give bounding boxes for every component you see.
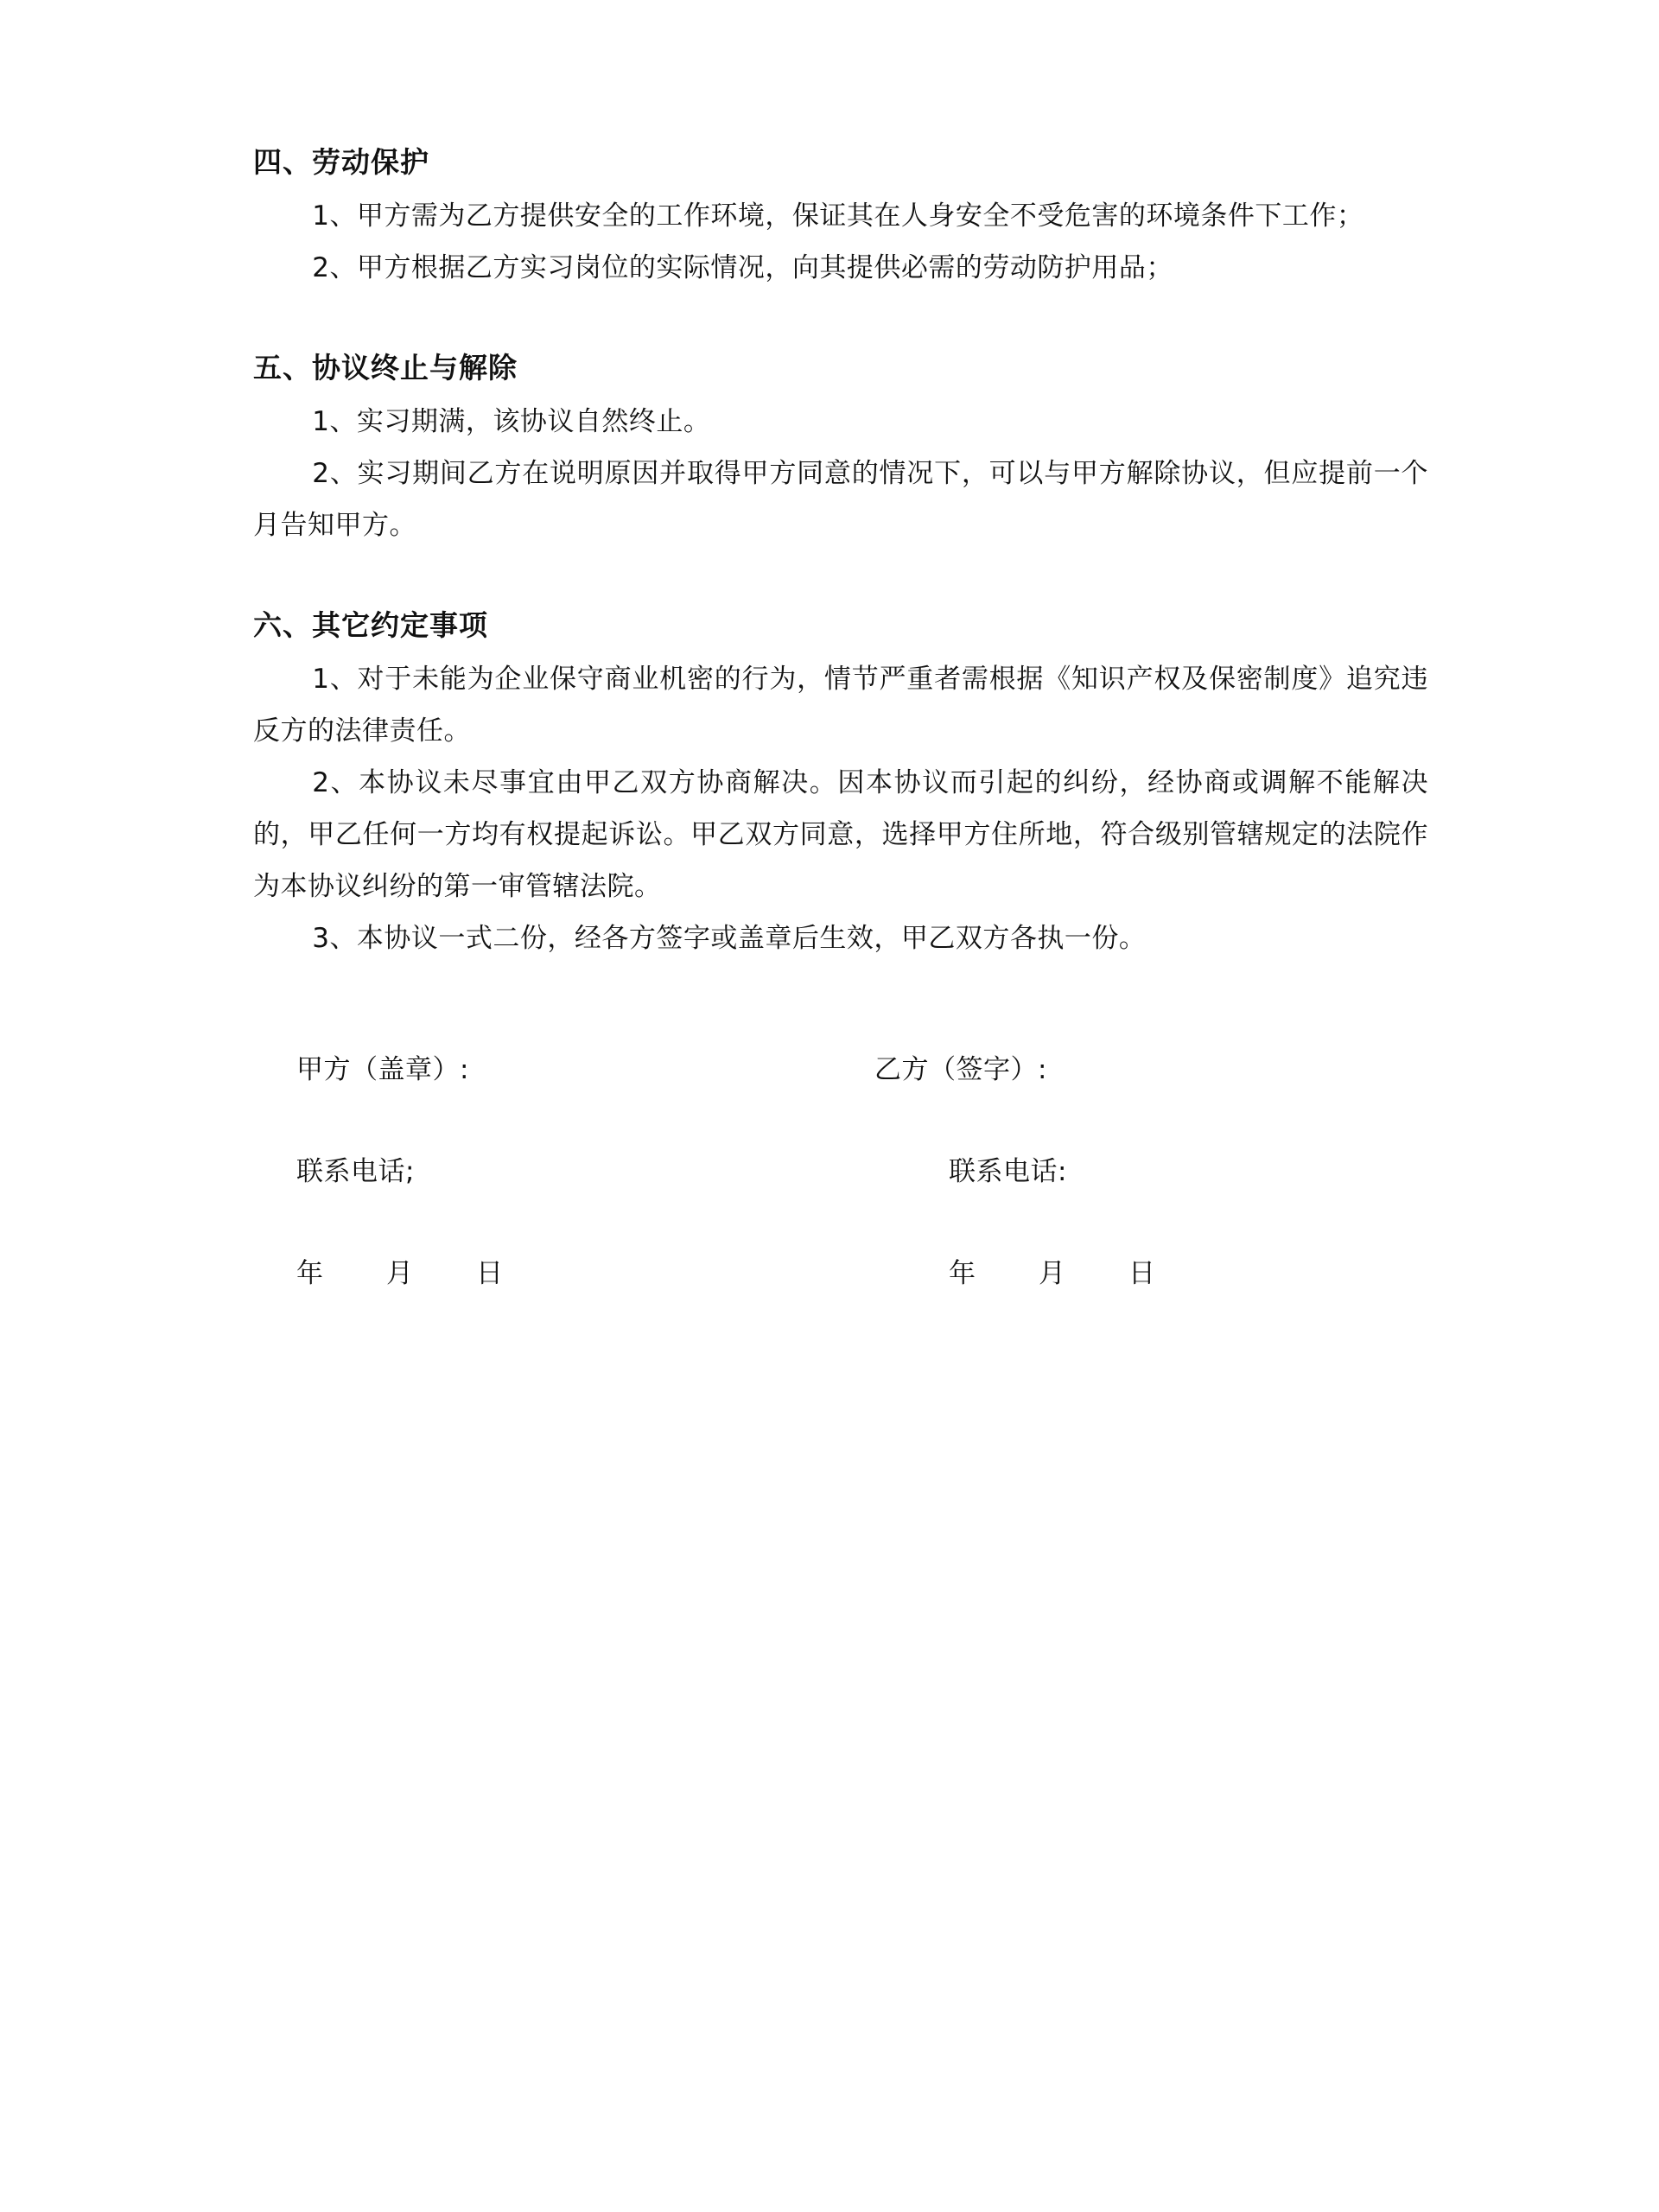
clause-paragraph: 2、本协议未尽事宜由甲乙双方协商解决。因本协议而引起的纠纷，经协商或调解不能解决的，甲乙任何一方均有权提起诉讼。甲乙双方同意，选择甲方住所地，符合级别管辖规定的法院作为本协议纠纷的第一审管辖法院。 [253, 767, 1428, 902]
clause-paragraph: 1、实习期满，该协议自然终止。 [312, 406, 711, 437]
party-a-phone-label: 联系电话; [296, 1156, 415, 1187]
clause-paragraph: 1、对于未能为企业保守商业机密的行为，情节严重者需根据《知识产权及保密制度》追究违反方的法律责任。 [253, 664, 1428, 747]
date-day-label: 日 [476, 1258, 504, 1289]
signature-block [253, 1037, 1428, 1313]
clause-paragraph: 2、甲方根据乙方实习岗位的实际情况，向其提供必需的劳动防护用品； [312, 252, 1173, 283]
section-other-terms [253, 601, 1428, 964]
party-a-date [296, 1256, 504, 1291]
party-b-title: 乙方（签字）: [874, 1054, 1047, 1085]
clause-paragraph: 1、甲方需为乙方提供安全的工作环境，保证其在人身安全不受危害的环境条件下工作； [312, 200, 1364, 232]
clause-paragraph: 3、本协议一式二份，经各方签字或盖章后生效，甲乙双方各执一份。 [312, 923, 1147, 954]
party-b-phone-label: 联系电话: [949, 1156, 1067, 1187]
date-month-label: 月 [1039, 1258, 1066, 1289]
date-year-label: 年 [296, 1258, 324, 1289]
date-year-label: 年 [949, 1258, 976, 1289]
section-heading: 四、劳动保护 [253, 145, 429, 179]
section-heading: 六、其它约定事项 [253, 608, 488, 642]
date-month-label: 月 [386, 1258, 414, 1289]
party-b-date [949, 1256, 1156, 1291]
date-day-label: 日 [1128, 1258, 1156, 1289]
section-heading: 五、协议终止与解除 [253, 351, 518, 385]
party-a-title: 甲方（盖章）: [296, 1054, 469, 1085]
section-termination [253, 344, 1428, 551]
clause-paragraph: 2、实习期间乙方在说明原因并取得甲方同意的情况下，可以与甲方解除协议，但应提前一个月告知甲方。 [253, 458, 1428, 541]
document-body [253, 138, 1428, 1014]
section-labor-protection [253, 138, 1428, 294]
